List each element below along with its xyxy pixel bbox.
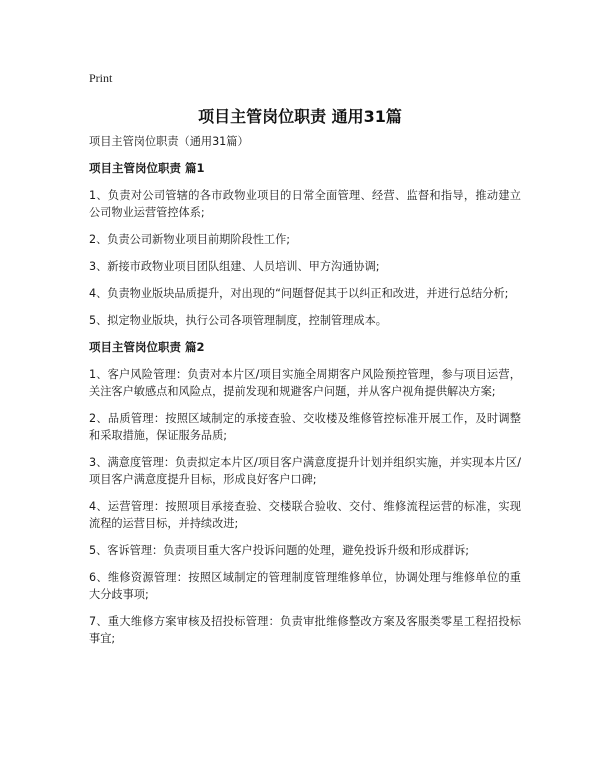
document-subtitle: 项目主管岗位职责（通用31篇） xyxy=(89,135,249,148)
list-item: 1、客户风险管理：负责对本片区/项目实施全周期客户风险预控管理，参与项目运营，关注客户敏感点和风险点，提前发现和规避客户问题，并从客户视角提供解决方案; xyxy=(89,368,521,398)
list-item: 7、重大维修方案审核及招投标管理：负责审批维修整改方案及客服类零星工程招投标事宜; xyxy=(89,615,521,645)
list-item: 1、负责对公司管辖的各市政物业项目的日常全面管理、经营、监督和指导，推动建立公司物业运营管控体系; xyxy=(89,189,521,219)
list-item: 4、负责物业版块品质提升，对出现的“问题督促其于以纠正和改进，并进行总结分析; xyxy=(89,287,509,300)
section-1 xyxy=(89,160,521,329)
list-item: 2、品质管理：按照区域制定的承接查验、交收楼及维修管控标准开展工作，及时调整和采取措施，保证服务品质; xyxy=(89,412,521,442)
list-item: 4、运营管理：按照项目承接查验、交楼联合验收、交付、维修流程运营的标准，实现流程的运营目标，并持续改进; xyxy=(89,500,521,530)
list-item: 2、负责公司新物业项目前期阶段性工作; xyxy=(89,233,291,246)
document-body xyxy=(89,133,521,657)
list-item: 5、客诉管理：负责项目重大客户投诉问题的处理，避免投诉升级和形成群诉; xyxy=(89,544,470,557)
section-heading: 项目主管岗位职责 篇2 xyxy=(89,340,205,354)
list-item: 6、维修资源管理：按照区域制定的管理制度管理维修单位，协调处理与维修单位的重大分歧事项; xyxy=(89,571,521,601)
print-link[interactable]: Print xyxy=(89,71,113,85)
section-2 xyxy=(89,339,521,647)
list-item: 3、新接市政物业项目团队组建、人员培训、甲方沟通协调; xyxy=(89,260,380,273)
list-item: 5、拟定物业版块，执行公司各项管理制度，控制管理成本。 xyxy=(89,314,387,327)
list-item: 3、满意度管理：负责拟定本片区/项目客户满意度提升计划并组织实施，并实现本片区/项目客户满意度提升目标，形成良好客户口碑; xyxy=(89,456,521,486)
page-title: 项目主管岗位职责 通用31篇 xyxy=(198,107,402,126)
section-heading: 项目主管岗位职责 篇1 xyxy=(89,161,205,175)
